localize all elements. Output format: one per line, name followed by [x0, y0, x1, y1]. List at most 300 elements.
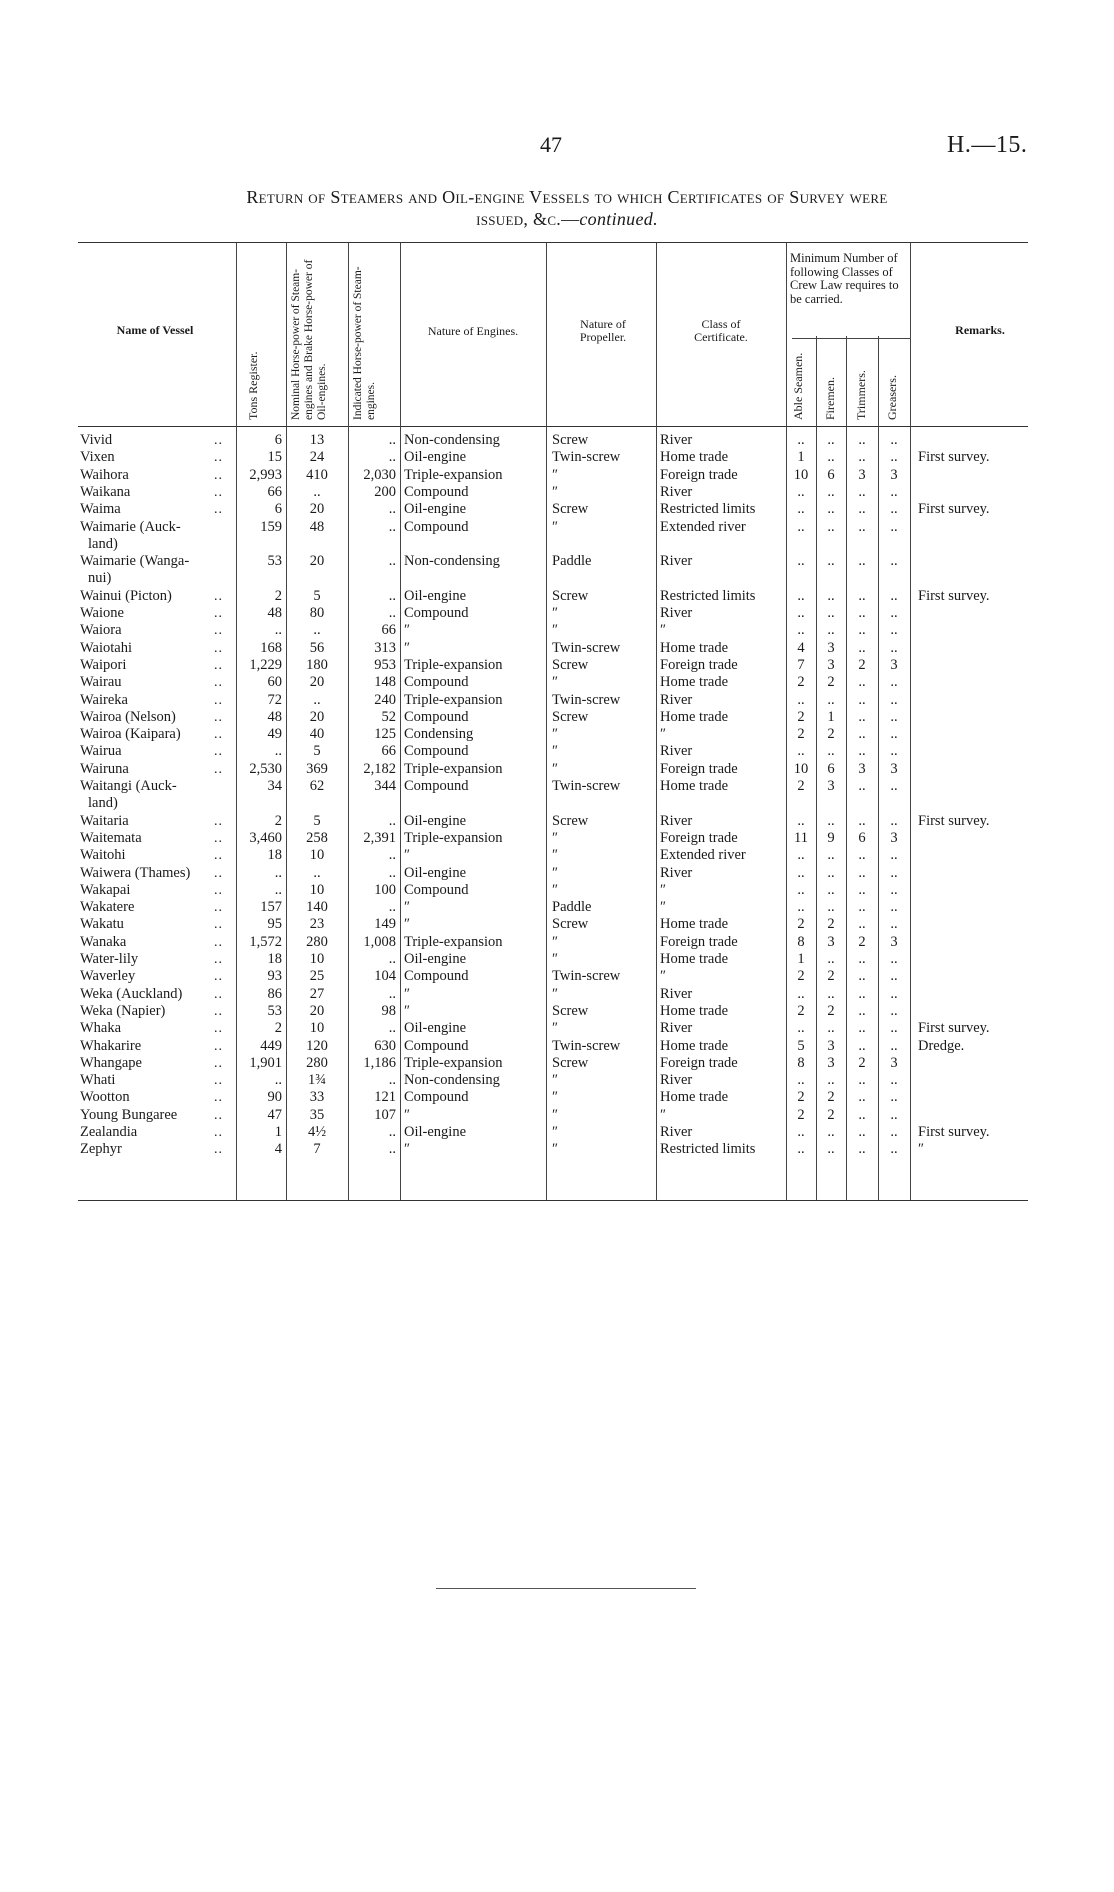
certificate-cell: Foreign trade	[660, 1054, 738, 1071]
indicated-hp-cell: 344	[374, 778, 396, 794]
tons-cell: 18	[267, 847, 282, 864]
remarks-cell: First survey.	[918, 812, 990, 829]
title-line-2	[114, 208, 1020, 230]
propeller-cell: Twin-screw	[552, 778, 621, 794]
certificate-cell: River	[660, 432, 693, 448]
seamen-cell: 2	[797, 1002, 805, 1019]
firemen-cell: ..	[827, 812, 835, 829]
vessel-name: Wainui (Picton)	[80, 587, 172, 604]
vessel-name: Young Bungaree	[80, 1106, 178, 1123]
indicated-hp-cell: 66	[381, 622, 396, 639]
remarks-cell: First survey.	[918, 501, 990, 518]
seamen-cell: ..	[797, 1124, 805, 1140]
trimmers-cell: ..	[858, 1072, 866, 1089]
vessel-name-continued: land)	[88, 795, 118, 812]
propeller-cell: Screw	[552, 708, 589, 725]
tons-cell: ..	[274, 864, 282, 881]
tons-cell: 86	[267, 985, 282, 1002]
nominal-hp-cell: 10	[309, 847, 325, 864]
indicated-hp-cell: 52	[381, 708, 396, 725]
propeller-cell: ″	[552, 881, 559, 898]
seamen-cell: ..	[797, 553, 805, 570]
tons-cell: 449	[260, 1037, 282, 1054]
engines-cell: ″	[404, 1106, 411, 1123]
engines-cell: Triple-expansion	[404, 760, 503, 777]
header-greasers: Greasers.	[885, 375, 899, 420]
engines-cell: Oil-engine	[404, 812, 467, 829]
trimmers-cell: ..	[858, 812, 866, 829]
certificate-cell: River	[660, 691, 693, 708]
indicated-hp-cell: 104	[374, 968, 396, 985]
seamen-cell: 1	[797, 951, 805, 967]
firemen-cell: ..	[827, 1072, 835, 1089]
vessel-name: Wootton	[80, 1089, 130, 1106]
greasers-cell: ..	[890, 449, 898, 466]
firemen-cell: ..	[827, 483, 835, 500]
leader-dots: ..	[214, 657, 223, 673]
indicated-hp-cell: 1,008	[363, 933, 396, 950]
trimmers-cell: ..	[858, 587, 866, 604]
engines-cell: Oil-engine	[404, 1020, 467, 1037]
vessel-name: Vixen	[80, 449, 115, 466]
nominal-hp-cell: 7	[313, 1141, 321, 1158]
propeller-cell: ″	[552, 847, 559, 864]
tons-cell: 66	[267, 483, 282, 500]
propeller-cell: Twin-screw	[552, 968, 621, 985]
greasers-cell: ..	[890, 639, 898, 656]
engines-cell: Compound	[404, 674, 469, 691]
column-divider	[878, 336, 879, 1200]
indicated-hp-cell: 2,391	[363, 829, 396, 846]
vessel-name: Waimarie (Wanga-	[80, 553, 190, 570]
leader-dots: ..	[214, 882, 223, 898]
trimmers-cell: ..	[858, 1141, 866, 1158]
greasers-cell: ..	[890, 1072, 898, 1089]
seamen-cell: 4	[797, 639, 805, 656]
trimmers-cell: ..	[858, 483, 866, 500]
indicated-hp-cell: ..	[388, 587, 396, 604]
tons-cell: 2,993	[249, 466, 282, 483]
tons-cell: 2	[274, 1020, 282, 1037]
vessel-name: Zealandia	[80, 1124, 138, 1140]
seamen-cell: ..	[797, 743, 805, 760]
engines-cell: Compound	[404, 881, 469, 898]
nominal-hp-cell: 13	[309, 432, 325, 448]
firemen-cell: 3	[827, 933, 835, 950]
tons-cell: ..	[274, 881, 282, 898]
seamen-cell: ..	[797, 1072, 805, 1089]
firemen-cell: 3	[827, 1037, 835, 1054]
certificate-cell: River	[660, 605, 693, 621]
column-divider	[236, 243, 237, 1200]
leader-dots: ..	[214, 744, 223, 760]
engines-cell: Compound	[404, 483, 469, 500]
vessel-name: Waiotahi	[80, 639, 132, 656]
engines-cell: Compound	[404, 743, 469, 760]
tons-cell: 1,572	[249, 933, 282, 950]
seamen-cell: 10	[793, 466, 809, 483]
certificate-cell: Extended river	[660, 847, 746, 864]
header-nature-of-engines: Nature of Engines.	[427, 324, 519, 338]
engines-cell: ″	[404, 899, 411, 916]
certificate-cell: Foreign trade	[660, 760, 738, 777]
trimmers-cell: ..	[858, 1089, 866, 1106]
indicated-hp-cell: 2,030	[363, 466, 396, 483]
leader-dots: ..	[214, 450, 223, 466]
trimmers-cell: ..	[858, 518, 866, 535]
nominal-hp-cell: 369	[306, 760, 328, 777]
header-firemen: Firemen.	[823, 377, 837, 420]
greasers-cell: ..	[890, 1089, 898, 1106]
crew-group-rule	[792, 338, 910, 339]
engines-cell: ″	[404, 985, 411, 1002]
certificate-cell: River	[660, 743, 693, 760]
greasers-cell: ..	[890, 622, 898, 639]
seamen-cell: ..	[797, 501, 805, 518]
indicated-hp-cell: ..	[388, 605, 396, 621]
engines-cell: Compound	[404, 1089, 469, 1106]
seamen-cell: 2	[797, 708, 805, 725]
certificate-cell: River	[660, 483, 693, 500]
firemen-cell: 2	[827, 674, 835, 691]
trimmers-cell: ..	[858, 881, 866, 898]
greasers-cell: ..	[890, 985, 898, 1002]
seamen-cell: 7	[797, 656, 805, 673]
trimmers-cell: 6	[858, 829, 866, 846]
firemen-cell: 3	[827, 778, 835, 794]
remarks-cell: ″	[918, 1141, 925, 1158]
vessel-name: Waikana	[80, 483, 131, 500]
propeller-cell: ″	[552, 605, 559, 621]
greasers-cell: ..	[890, 1002, 898, 1019]
nominal-hp-cell: ..	[313, 864, 321, 881]
trimmers-cell: ..	[858, 501, 866, 518]
nominal-hp-cell: 10	[309, 1020, 325, 1037]
greasers-cell: 3	[890, 760, 898, 777]
propeller-cell: ″	[552, 985, 559, 1002]
leader-dots: ..	[214, 467, 223, 483]
certificate-cell: Restricted limits	[660, 501, 756, 518]
firemen-cell: ..	[827, 449, 835, 466]
column-divider	[816, 336, 817, 1200]
nominal-hp-cell: 27	[309, 985, 325, 1002]
greasers-cell: ..	[890, 847, 898, 864]
trimmers-cell: 2	[858, 656, 866, 673]
nominal-hp-cell: 20	[309, 708, 325, 725]
certificate-cell: River	[660, 812, 693, 829]
firemen-cell: 2	[827, 726, 835, 743]
engines-cell: ″	[404, 847, 411, 864]
seamen-cell: 2	[797, 968, 805, 985]
firemen-cell: ..	[827, 899, 835, 916]
indicated-hp-cell: 630	[374, 1037, 396, 1054]
tons-cell: 90	[267, 1089, 282, 1106]
header-nominal-horse-power: Nominal Horse-power of Steam-engines and Brake Horse-power of Oil-engines.	[290, 259, 328, 420]
table-bottom-rule	[78, 1200, 1028, 1201]
trimmers-cell: 3	[858, 466, 866, 483]
header-indicated-horse-power: Indicated Horse-power of Steam-engines.	[352, 266, 377, 420]
leader-dots: ..	[214, 813, 223, 829]
propeller-cell: ″	[552, 1141, 559, 1158]
firemen-cell: ..	[827, 1141, 835, 1158]
leader-dots: ..	[214, 727, 223, 743]
vessel-name: Weka (Napier)	[80, 1002, 166, 1019]
vessel-name: Waiwera (Thames)	[80, 864, 191, 881]
propeller-cell: Screw	[552, 1002, 589, 1019]
engines-cell: Compound	[404, 708, 469, 725]
firemen-cell: 2	[827, 916, 835, 933]
vessel-name: Whati	[80, 1072, 116, 1089]
vessel-name: Wakatere	[80, 899, 135, 916]
tons-cell: 34	[267, 778, 282, 794]
engines-cell: Oil-engine	[404, 501, 467, 518]
remarks-cell: Dredge.	[918, 1037, 965, 1054]
vessel-name: Waiora	[80, 622, 122, 639]
indicated-hp-cell: 100	[374, 881, 396, 898]
propeller-cell: Twin-screw	[552, 449, 621, 466]
column-divider	[400, 243, 401, 1200]
engines-cell: Triple-expansion	[404, 933, 503, 950]
trimmers-cell: ..	[858, 968, 866, 985]
vessel-name: Waitohi	[80, 847, 126, 864]
vessel-name: Wairoa (Kaipara)	[80, 726, 181, 743]
tons-cell: 6	[274, 501, 282, 518]
seamen-cell: 2	[797, 726, 805, 743]
nominal-hp-cell: 280	[306, 933, 328, 950]
trimmers-cell: ..	[858, 778, 866, 794]
leader-dots: ..	[214, 640, 223, 656]
trimmers-cell: ..	[858, 622, 866, 639]
seamen-cell: 8	[797, 1054, 805, 1071]
seamen-cell: ..	[797, 985, 805, 1002]
nominal-hp-cell: ..	[313, 622, 321, 639]
propeller-cell: ″	[552, 466, 559, 483]
firemen-cell: ..	[827, 432, 835, 448]
vessel-name: Waireka	[80, 691, 128, 708]
indicated-hp-cell: 200	[374, 483, 396, 500]
propeller-cell: Screw	[552, 1054, 589, 1071]
engines-cell: Oil-engine	[404, 951, 467, 967]
tons-cell: 18	[267, 951, 282, 967]
indicated-hp-cell: 121	[374, 1089, 396, 1106]
seamen-cell: ..	[797, 847, 805, 864]
seamen-cell: ..	[797, 483, 805, 500]
tons-cell: 60	[267, 674, 282, 691]
engines-cell: Compound	[404, 605, 469, 621]
header-able-seamen: Able Seamen.	[791, 352, 805, 420]
remarks-cell: First survey.	[918, 449, 990, 466]
page-number: 47	[540, 132, 562, 157]
greasers-cell: ..	[890, 778, 898, 794]
header-crew-group: Minimum Number of following Classes of Crew Law requires to be carried.	[790, 251, 899, 306]
propeller-cell: ″	[552, 1020, 559, 1037]
engines-cell: Triple-expansion	[404, 691, 503, 708]
firemen-cell: 3	[827, 656, 835, 673]
propeller-cell: ″	[552, 864, 559, 881]
vessel-name: Vivid	[80, 432, 113, 448]
nominal-hp-cell: 23	[309, 916, 325, 933]
greasers-cell: ..	[890, 691, 898, 708]
nominal-hp-cell: 20	[309, 501, 325, 518]
nominal-hp-cell: 140	[306, 899, 328, 916]
seamen-cell: ..	[797, 864, 805, 881]
engines-cell: ″	[404, 1141, 411, 1158]
leader-dots: ..	[214, 433, 223, 448]
firemen-cell: 2	[827, 968, 835, 985]
indicated-hp-cell: ..	[388, 985, 396, 1002]
column-divider	[910, 243, 911, 1200]
greasers-cell: ..	[890, 1124, 898, 1140]
seamen-cell: 2	[797, 1089, 805, 1106]
indicated-hp-cell: ..	[388, 432, 396, 448]
seamen-cell: ..	[797, 605, 805, 621]
propeller-cell: ″	[552, 1106, 559, 1123]
seamen-cell: ..	[797, 1020, 805, 1037]
remarks-cell: First survey.	[918, 587, 990, 604]
trimmers-cell: ..	[858, 1020, 866, 1037]
seamen-cell: 2	[797, 916, 805, 933]
seamen-cell: ..	[797, 518, 805, 535]
certificate-cell: Home trade	[660, 951, 729, 967]
leader-dots: ..	[214, 900, 223, 916]
propeller-cell: ″	[552, 1124, 559, 1140]
firemen-cell: ..	[827, 518, 835, 535]
certificate-cell: Extended river	[660, 518, 746, 535]
leader-dots: ..	[214, 865, 223, 881]
vessel-name: Whakarire	[80, 1037, 142, 1054]
indicated-hp-cell: ..	[388, 518, 396, 535]
vessel-name: Whaka	[80, 1020, 122, 1037]
nominal-hp-cell: 48	[309, 518, 325, 535]
nominal-hp-cell: 56	[309, 639, 325, 656]
certificate-cell: Foreign trade	[660, 933, 738, 950]
greasers-cell: 3	[890, 466, 898, 483]
greasers-cell: ..	[890, 968, 898, 985]
firemen-cell: ..	[827, 553, 835, 570]
indicated-hp-cell: 1,186	[363, 1054, 396, 1071]
nominal-hp-cell: ..	[313, 691, 321, 708]
nominal-hp-cell: 40	[309, 726, 325, 743]
trimmers-cell: 2	[858, 1054, 866, 1071]
tons-cell: 48	[267, 708, 282, 725]
engines-cell: Non-condensing	[404, 432, 500, 448]
greasers-cell: ..	[890, 743, 898, 760]
propeller-cell: Twin-screw	[552, 639, 621, 656]
nominal-hp-cell: 35	[309, 1106, 325, 1123]
certificate-cell: Home trade	[660, 1089, 729, 1106]
engines-cell: Non-condensing	[404, 553, 500, 570]
vessel-name: Waipori	[80, 656, 127, 673]
engines-cell: ″	[404, 639, 411, 656]
trimmers-cell: ..	[858, 674, 866, 691]
nominal-hp-cell: 1¾	[307, 1072, 327, 1089]
indicated-hp-cell: 240	[374, 691, 396, 708]
certificate-cell: River	[660, 1124, 693, 1140]
leader-dots: ..	[214, 484, 223, 500]
header-remarks: Remarks.	[955, 323, 1005, 337]
trimmers-cell: ..	[858, 847, 866, 864]
greasers-cell: 3	[890, 933, 898, 950]
firemen-cell: ..	[827, 587, 835, 604]
column-divider	[348, 243, 349, 1200]
seamen-cell: ..	[797, 622, 805, 639]
nominal-hp-cell: 258	[306, 829, 328, 846]
leader-dots: ..	[214, 830, 223, 846]
header-nature-of-propeller: Nature of Propeller.	[579, 317, 627, 344]
firemen-cell: ..	[827, 605, 835, 621]
tons-cell: 1,901	[249, 1054, 282, 1071]
nominal-hp-cell: 10	[309, 881, 325, 898]
certificate-cell: River	[660, 1072, 693, 1089]
nominal-hp-cell: 62	[309, 778, 325, 794]
tons-cell: ..	[274, 622, 282, 639]
indicated-hp-cell: ..	[388, 553, 396, 570]
propeller-cell: ″	[552, 951, 559, 967]
trimmers-cell: ..	[858, 605, 866, 621]
trimmers-cell: ..	[858, 916, 866, 933]
firemen-cell: 2	[827, 1106, 835, 1123]
leader-dots: ..	[214, 1125, 223, 1140]
leader-dots: ..	[214, 606, 223, 621]
nominal-hp-cell: 20	[309, 553, 325, 570]
engines-cell: ″	[404, 1002, 411, 1019]
indicated-hp-cell: ..	[388, 847, 396, 864]
trimmers-cell: ..	[858, 743, 866, 760]
vessel-name: Wairoa (Nelson)	[80, 708, 176, 725]
leader-dots: ..	[214, 969, 223, 985]
indicated-hp-cell: ..	[388, 812, 396, 829]
firemen-cell: ..	[827, 985, 835, 1002]
indicated-hp-cell: ..	[388, 449, 396, 466]
certificate-cell: River	[660, 1020, 693, 1037]
nominal-hp-cell: 24	[309, 449, 325, 466]
column-divider	[846, 336, 847, 1200]
firemen-cell: 1	[827, 708, 835, 725]
firemen-cell: 3	[827, 1054, 835, 1071]
nominal-hp-cell: 120	[306, 1037, 328, 1054]
leader-dots: ..	[214, 1038, 223, 1054]
engines-cell: Compound	[404, 518, 469, 535]
greasers-cell: ..	[890, 951, 898, 967]
trimmers-cell: ..	[858, 1106, 866, 1123]
vessel-name: Waitemata	[80, 829, 142, 846]
tons-cell: 49	[267, 726, 282, 743]
greasers-cell: ..	[890, 605, 898, 621]
trimmers-cell: ..	[858, 708, 866, 725]
greasers-cell: 3	[890, 656, 898, 673]
engines-cell: Oil-engine	[404, 449, 467, 466]
certificate-cell: Foreign trade	[660, 656, 738, 673]
indicated-hp-cell: ..	[388, 1020, 396, 1037]
greasers-cell: 3	[890, 829, 898, 846]
leader-dots: ..	[214, 675, 223, 691]
tons-cell: 95	[267, 916, 282, 933]
leader-dots: ..	[214, 1055, 223, 1071]
indicated-hp-cell: ..	[388, 951, 396, 967]
firemen-cell: 2	[827, 1089, 835, 1106]
certificate-cell: River	[660, 553, 693, 570]
vessel-name: Waima	[80, 501, 121, 518]
trimmers-cell: ..	[858, 1002, 866, 1019]
certificate-cell: Restricted limits	[660, 587, 756, 604]
greasers-cell: ..	[890, 501, 898, 518]
seamen-cell: ..	[797, 881, 805, 898]
tons-cell: 159	[260, 518, 282, 535]
seamen-cell: ..	[797, 691, 805, 708]
tons-cell: 53	[267, 553, 282, 570]
propeller-cell: Screw	[552, 587, 589, 604]
leader-dots: ..	[214, 952, 223, 967]
